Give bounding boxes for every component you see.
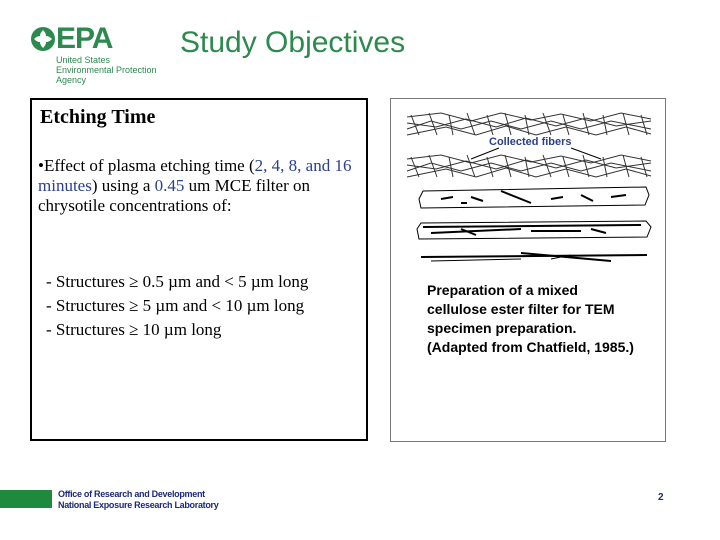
fiber-mesh-layer-1 [407, 113, 651, 135]
bullet-text [38, 156, 363, 216]
etching-times: 2, 4, 8, and 16 minutes [38, 156, 352, 195]
footer-line-1: Office of Research and Development [58, 489, 205, 499]
filter-layer-4 [417, 221, 651, 239]
fiber-mesh-layer-2 [407, 155, 651, 177]
collected-fibers-label: Collected fibers [489, 136, 572, 148]
figure-caption: Preparation of a mixed cellulose ester filter for TEM specimen preparation. (Adapted from Chatfield, 1985.) [427, 282, 634, 355]
footer-line-2: National Exposure Research Laboratory [58, 500, 219, 510]
bullet-post: um MCE filter on chrysotile concentrations of: [38, 176, 310, 215]
footer-green-bar [0, 490, 52, 508]
epa-logo [30, 22, 180, 96]
structure-list [46, 270, 308, 342]
epa-flower-icon [30, 26, 56, 52]
bullet-pre: •Effect of plasma etching time ( [38, 156, 255, 175]
structure-item: - Structures ≥ 10 µm long [46, 320, 222, 339]
footer-organization [58, 489, 218, 511]
box-heading: Etching Time [40, 106, 156, 128]
logo-sub-line: Agency [56, 75, 87, 85]
etching-time-box [30, 98, 368, 441]
bullet-mid: ) using a [91, 176, 155, 195]
structure-item: - Structures ≥ 0.5 µm and < 5 µm long [46, 272, 309, 291]
filter-layer-5 [421, 253, 647, 261]
logo-sub-line: United States [56, 55, 111, 65]
logo-sub-line: Environmental Protection [56, 65, 157, 75]
slide-title: Study Objectives [180, 26, 406, 59]
filter-figure-box [390, 98, 666, 442]
filter-preparation-diagram [401, 107, 657, 269]
structure-item: - Structures ≥ 5 µm and < 10 µm long [46, 296, 305, 315]
filter-layer-3 [419, 187, 649, 208]
logo-wordmark: EPA [56, 22, 113, 55]
filter-size: 0.45 [154, 176, 185, 195]
page-number: 2 [658, 492, 664, 503]
logo-subtitle [56, 55, 157, 85]
